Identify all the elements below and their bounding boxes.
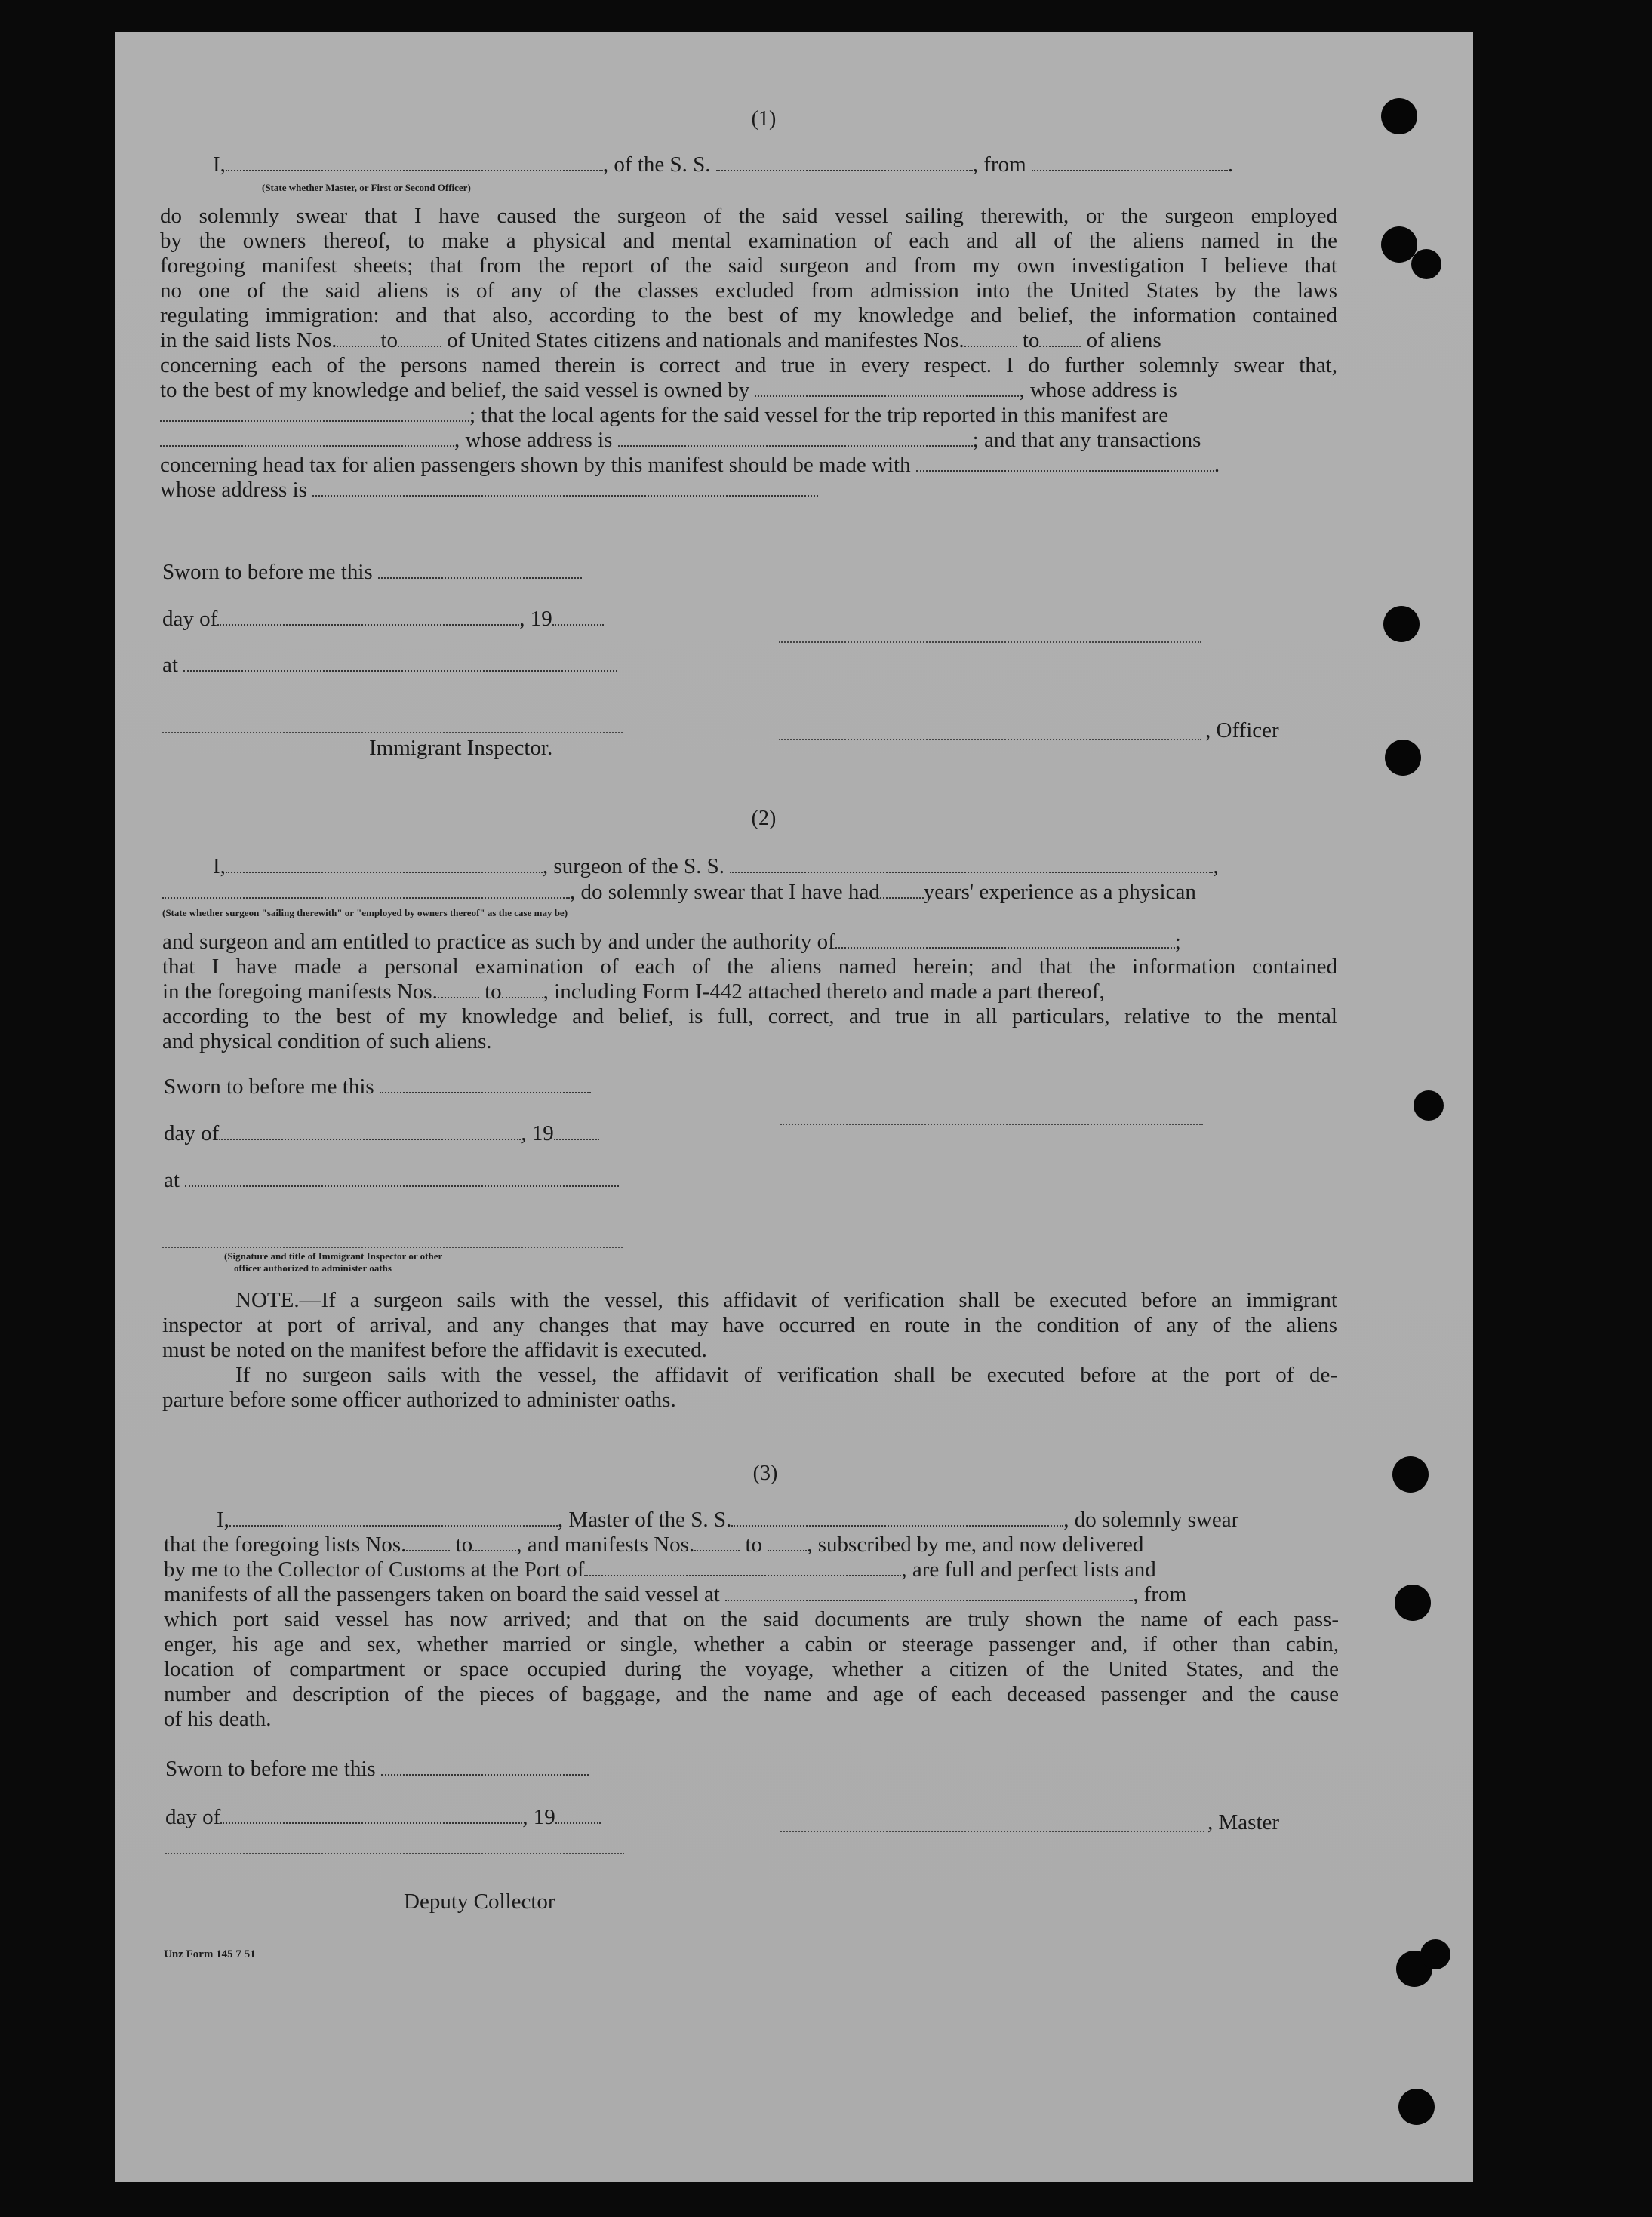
s2-authority-label: and surgeon and am entitled to practice as such by and under the authority of — [162, 930, 835, 954]
s1-para-line-1: do solemnly swear that I have caused the surgeon of the said vessel sailing therewith, or the surgeon employed — [160, 204, 1337, 228]
s2-caption-sig-2: officer authorized to administer oaths — [234, 1262, 392, 1274]
s3-sworn-field[interactable] — [381, 1757, 589, 1776]
s2-note — [162, 1288, 1337, 1413]
s1-to-label-1: to — [380, 328, 398, 352]
s1-line-agents-address — [160, 428, 1337, 453]
s1-at-field[interactable] — [183, 653, 617, 672]
s1-officer-label: , Officer — [1205, 718, 1279, 743]
s1-dayof — [162, 607, 604, 632]
s2-line-1 — [213, 854, 1219, 879]
s1-inspector-line[interactable] — [162, 732, 623, 733]
s1-manifests-from-field[interactable] — [964, 329, 1017, 347]
s3-to-label-1: to — [455, 1533, 473, 1557]
s1-sworn-label: Sworn to before me this — [162, 560, 373, 584]
s2-caption: (State whether surgeon "sailing therewith" or "employed by owners thereof" as the case may be) — [162, 907, 568, 918]
s3-lists-to-field[interactable] — [472, 1533, 516, 1551]
s1-name-field[interactable] — [226, 153, 603, 171]
s2-surgeon-label: , surgeon of the S. S. — [542, 854, 725, 878]
s3-master-label: , Master of the S. S. — [557, 1508, 732, 1532]
s1-agents-address-label: , whose address is — [454, 428, 613, 452]
s3-line-1 — [217, 1508, 1238, 1533]
s3-subscribed-label: , subscribed by me, and now delivered — [807, 1533, 1144, 1557]
s2-line-7: and physical condition of such aliens. — [162, 1029, 492, 1053]
s2-note-line-5: parture before some officer authorized to administer oaths. — [162, 1388, 676, 1412]
s3-sworn-label: Sworn to before me this — [165, 1757, 376, 1781]
s2-years-field[interactable] — [880, 881, 924, 899]
s3-to-label-2: to — [745, 1533, 763, 1557]
s1-owner-field[interactable] — [755, 379, 1019, 397]
binder-hole — [1392, 1456, 1429, 1493]
form-number: Unz Form 145 7 51 — [164, 1948, 256, 1960]
s3-lists-label: that the foregoing lists Nos. — [164, 1533, 407, 1557]
s2-name-field[interactable] — [226, 855, 543, 873]
s2-to-label: to — [485, 979, 502, 1004]
s3-year-label: , 19 — [522, 1805, 555, 1829]
s3-line-3 — [164, 1557, 1156, 1582]
s1-para-line-2: by the owners thereof, to make a physical and mental examination of each and all of the aliens named in the — [160, 229, 1337, 253]
s1-line-address — [160, 478, 1337, 503]
s1-line-owned — [160, 378, 1337, 403]
s1-headtax-period: . — [1214, 453, 1220, 477]
s1-owner-address-field[interactable] — [160, 404, 469, 422]
binder-hole — [1395, 1585, 1431, 1621]
s2-manifest-to-field[interactable] — [502, 980, 543, 998]
s3-dayof-label: day of — [165, 1805, 221, 1829]
section-number-3: (3) — [752, 1462, 778, 1485]
s3-dayof — [165, 1805, 601, 1830]
s3-para-line-1: which port said vessel has now arrived; and that on the said documents are truly shown the name of each pass- — [164, 1607, 1339, 1631]
s2-day-field[interactable] — [219, 1122, 521, 1140]
s3-from-label: , from — [1133, 1582, 1186, 1607]
s1-of-aliens-label: of aliens — [1086, 328, 1161, 352]
s2-semicolon: ; — [1174, 930, 1181, 954]
section-number-2: (2) — [751, 807, 777, 830]
s2-sailing-field[interactable] — [162, 881, 570, 899]
s1-owner-address-label: , whose address is — [1019, 378, 1177, 402]
s3-name-field[interactable] — [229, 1508, 558, 1527]
s2-sworn-field[interactable] — [380, 1075, 591, 1093]
s3-i-label: I, — [217, 1508, 229, 1532]
s1-address-field[interactable] — [312, 478, 818, 497]
s1-sworn-field[interactable] — [378, 561, 582, 579]
s1-line-agents — [160, 403, 1337, 428]
s2-caption-sig-1: (Signature and title of Immigrant Inspector or other — [224, 1250, 443, 1262]
s1-signature-line[interactable] — [779, 641, 1201, 643]
s2-i-label: I, — [213, 854, 226, 878]
s3-deputy-line[interactable] — [165, 1853, 624, 1854]
s1-agents-label: ; that the local agents for the said vessel for the trip reported in this manifest are — [469, 403, 1169, 427]
s1-line-nos — [160, 328, 1337, 353]
s2-signature-line[interactable] — [780, 1124, 1203, 1125]
s3-full-lists-label: , are full and perfect lists and — [901, 1557, 1156, 1582]
s1-day-field[interactable] — [217, 607, 519, 626]
s1-headtax-field[interactable] — [916, 454, 1214, 472]
s3-line-4 — [164, 1582, 1186, 1607]
s1-of-ss-label: , of the S. S. — [602, 152, 711, 177]
s1-manifests-nos-label: of United States citizens and nationals and manifestes Nos. — [447, 328, 964, 352]
binder-hole — [1414, 1090, 1444, 1121]
s3-lists-from-field[interactable] — [406, 1533, 450, 1551]
s1-para-line-3: foregoing manifest sheets; that from the report of the said surgeon and from my own investigation I believe that — [160, 254, 1337, 278]
s1-at — [162, 653, 617, 678]
s3-master-signature-line[interactable] — [780, 1831, 1204, 1832]
s2-line-2 — [162, 880, 1196, 905]
s1-para-line-5: regulating immigration: and that also, according to the best of my knowledge and belief, the information contained — [160, 303, 1337, 327]
s1-from-field[interactable] — [1032, 153, 1228, 171]
s2-note-line-2: inspector at port of arrival, and any changes that may have occurred en route in the condition of any of the aliens — [162, 1313, 1337, 1337]
s1-lists-to-field[interactable] — [398, 329, 441, 347]
s3-paragraph — [164, 1607, 1339, 1732]
s3-taken-field[interactable] — [725, 1583, 1133, 1601]
s1-paragraph — [160, 204, 1337, 503]
s3-para-line-4: number and description of the pieces of baggage, and the name and age of each deceased passenger and the cause — [164, 1682, 1339, 1706]
s2-manifest-from-field[interactable] — [438, 980, 479, 998]
s1-inspector-label: Immigrant Inspector. — [369, 736, 553, 760]
s2-manifests-label: in the foregoing manifests Nos. — [162, 979, 438, 1004]
s2-including-label: , including Form I-442 attached thereto and made a part thereof, — [543, 979, 1105, 1004]
s1-year-field[interactable] — [552, 607, 604, 626]
s3-port-field[interactable] — [584, 1558, 901, 1576]
s1-to-label-2: to — [1022, 328, 1040, 352]
s1-owned-label: to the best of my knowledge and belief, the said vessel is owned by — [160, 378, 750, 402]
s2-authority-field[interactable] — [835, 930, 1175, 949]
s1-lists-from-field[interactable] — [337, 329, 380, 347]
s2-inspector-line[interactable] — [162, 1247, 623, 1248]
s1-agents-address-field[interactable] — [618, 429, 973, 447]
s2-at — [164, 1168, 619, 1193]
s1-para-line-4: no one of the said aliens is of any of the classes excluded from admission into the United States by the laws — [160, 278, 1337, 303]
s3-manifests-to-field[interactable] — [768, 1533, 807, 1551]
s3-manifests-from-field[interactable] — [694, 1533, 740, 1551]
s3-day-field[interactable] — [220, 1806, 522, 1824]
s3-line-2 — [164, 1533, 1143, 1557]
s2-note-line-3: must be noted on the manifest before the affidavit is executed. — [162, 1338, 707, 1362]
s2-line-3 — [162, 930, 1181, 955]
s1-from-label: , from — [972, 152, 1026, 177]
s3-para-line-2: enger, his age and sex, whether married or single, whether a cabin or steerage passenger and, if other than cabin, — [164, 1632, 1339, 1656]
s2-comma: , — [1213, 854, 1219, 878]
s1-line-master — [213, 152, 1233, 177]
binder-hole — [1420, 1939, 1450, 1969]
s2-years-label: years' experience as a physican — [923, 880, 1196, 904]
s1-vessel-field[interactable] — [716, 153, 973, 171]
s1-manifests-to-field[interactable] — [1039, 329, 1081, 347]
s3-vessel-field[interactable] — [731, 1508, 1063, 1527]
binder-hole — [1381, 98, 1417, 134]
s3-taken-label: manifests of all the passengers taken on board the said vessel at — [164, 1582, 720, 1607]
s2-dayof-label: day of — [164, 1121, 220, 1145]
s2-sworn-label: Sworn to before me this — [164, 1075, 374, 1099]
s2-line-4: that I have made a personal examination of each of the aliens named herein; and that the information contained — [162, 955, 1337, 979]
s1-address-label: whose address is — [160, 478, 307, 502]
s1-officer-line[interactable] — [779, 739, 1201, 740]
s1-caption: (State whether Master, or First or Second Officer) — [262, 182, 471, 193]
s2-line-5 — [162, 979, 1105, 1004]
s3-para-line-3: location of compartment or space occupied during the voyage, whether a citizen of the United States, and the — [164, 1657, 1339, 1681]
s1-end-period: . — [1227, 152, 1234, 177]
s2-line-6: according to the best of my knowledge and belief, is full, correct, and true in all particulars, relative to the mental — [162, 1004, 1337, 1029]
s2-note-line-4: If no surgeon sails with the vessel, the affidavit of verification shall be executed before at the port of de- — [235, 1363, 1337, 1387]
s3-master-label-end: , Master — [1207, 1810, 1280, 1834]
s1-line-concern: concerning each of the persons named therein is correct and true in every respect. I do further solemnly swear that, — [160, 353, 1337, 377]
s1-line-headtax — [160, 453, 1337, 478]
s1-year-label: , 19 — [519, 607, 552, 631]
s1-i-label: I, — [213, 152, 226, 177]
s1-headtax-label: concerning head tax for alien passengers shown by this manifest should be made with — [160, 453, 911, 477]
binder-hole — [1411, 249, 1441, 279]
binder-hole — [1398, 2089, 1435, 2125]
binder-hole — [1383, 606, 1420, 642]
s3-year-field[interactable] — [555, 1806, 601, 1824]
s2-year-field[interactable] — [554, 1122, 599, 1140]
s2-dayof — [164, 1121, 599, 1146]
section-number-1: (1) — [751, 107, 777, 131]
s2-at-label: at — [164, 1168, 180, 1192]
s2-swear-label: , do solemnly swear that I have had — [570, 880, 880, 904]
s3-para-line-5: of his death. — [164, 1707, 272, 1731]
s2-vessel-field[interactable] — [730, 855, 1213, 873]
s1-dayof-label: day of — [162, 607, 218, 631]
s1-at-label: at — [162, 653, 178, 677]
s2-year-label: , 19 — [521, 1121, 554, 1145]
s3-manifests-label: , and manifests Nos. — [516, 1533, 695, 1557]
s1-transactions-label: ; and that any transactions — [972, 428, 1201, 452]
s3-swear-label: , do solemnly swear — [1063, 1508, 1239, 1532]
s2-note-line-1: NOTE.—If a surgeon sails with the vessel, this affidavit of verification shall be executed before an immigrant — [235, 1288, 1337, 1312]
s1-lists-nos-label: in the said lists Nos. — [160, 328, 337, 352]
s2-sworn — [164, 1075, 591, 1099]
s1-agents-field[interactable] — [160, 429, 454, 447]
s3-port-label: by me to the Collector of Customs at the Port of — [164, 1557, 585, 1582]
s3-sworn — [165, 1757, 589, 1782]
s2-at-field[interactable] — [185, 1169, 619, 1187]
form-sheet — [115, 32, 1473, 2182]
s1-sworn — [162, 560, 582, 585]
s3-deputy-label: Deputy Collector — [404, 1890, 555, 1914]
binder-hole — [1385, 740, 1421, 776]
